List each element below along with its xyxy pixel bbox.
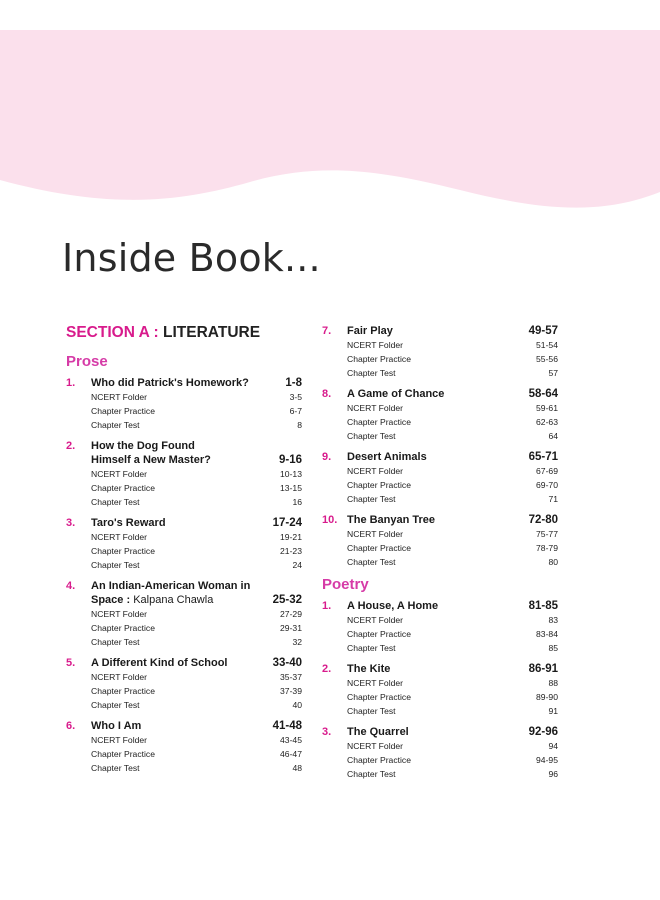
- chapter-title-row-2: [66, 453, 302, 467]
- sub-entry-label: NCERT Folder: [91, 392, 148, 402]
- chapter-title-row: [66, 516, 302, 530]
- chapter-title-row-2: [66, 593, 302, 607]
- sub-entry: [66, 698, 302, 712]
- sub-entry-label: Chapter Test: [347, 494, 396, 504]
- chapter-number-spacer: [66, 593, 91, 607]
- sub-entry-pages: 85: [548, 643, 558, 653]
- sub-entry-pages: 96: [548, 769, 558, 779]
- sub-entry-label: NCERT Folder: [91, 735, 148, 745]
- sub-entry: [66, 670, 302, 684]
- chapter-number: 6.: [66, 720, 76, 732]
- chapter-entry: [66, 376, 302, 432]
- sub-entry-label: Chapter Practice: [91, 749, 156, 759]
- chapter-entry: [322, 450, 558, 506]
- prose-chapter-list-continued: [322, 324, 558, 569]
- chapter-title: The Quarrel: [347, 726, 409, 738]
- sub-entry: [66, 495, 302, 509]
- sub-entry: [66, 635, 302, 649]
- sub-entry-label: Chapter Test: [347, 643, 396, 653]
- sub-entry: [322, 704, 558, 718]
- chapter-title: The Banyan Tree: [347, 514, 436, 526]
- chapter-number: 2.: [322, 663, 332, 675]
- sub-entry-pages: 6-7: [289, 406, 302, 416]
- chapter-title-continued: [91, 593, 273, 607]
- sub-entry-pages: 40: [292, 700, 302, 710]
- chapter-title-row: [66, 719, 302, 733]
- sub-entry: [66, 621, 302, 635]
- chapter-number: 9.: [322, 451, 332, 463]
- chapter-pages: 17-24: [272, 517, 302, 529]
- sub-entry: [66, 404, 302, 418]
- sub-entry-label: Chapter Test: [347, 431, 396, 441]
- chapter-number: 10.: [322, 514, 338, 526]
- sub-entry-pages: 83: [548, 615, 558, 625]
- sub-entry-pages: 83-84: [536, 629, 558, 639]
- sub-entry: [322, 366, 558, 380]
- sub-entry-label: Chapter Practice: [91, 483, 156, 493]
- sub-entry-label: Chapter Practice: [347, 543, 412, 553]
- sub-entry-pages: 37-39: [280, 686, 302, 696]
- chapter-title: How the Dog Found: [91, 440, 195, 452]
- sub-entry-label: Chapter Practice: [347, 629, 412, 639]
- sub-entry-pages: 24: [292, 560, 302, 570]
- toc-column-left: [66, 324, 302, 782]
- chapter-title-row: [66, 579, 302, 593]
- sub-entry-pages: 78-79: [536, 543, 558, 553]
- chapter-entry: [322, 387, 558, 443]
- sub-entry-label: NCERT Folder: [347, 741, 404, 751]
- sub-entry: [322, 739, 558, 753]
- chapter-title: Who I Am: [91, 720, 142, 732]
- chapter-title: An Indian-American Woman in: [91, 580, 251, 592]
- sub-entry-label: NCERT Folder: [347, 615, 404, 625]
- chapter-title: A House, A Home: [347, 600, 439, 612]
- sub-entry-pages: 48: [292, 763, 302, 773]
- chapter-title-row: [322, 513, 558, 527]
- chapter-title-row: [322, 387, 558, 401]
- chapter-pages: 1-8: [285, 377, 302, 389]
- sub-entry-label: Chapter Practice: [91, 406, 156, 416]
- sub-entry-label: Chapter Test: [347, 368, 396, 378]
- sub-entry-label: NCERT Folder: [91, 532, 148, 542]
- chapter-pages: 86-91: [528, 663, 558, 675]
- sub-entry-pages: 69-70: [536, 480, 558, 490]
- chapter-title: Fair Play: [347, 325, 393, 337]
- sub-entry-label: Chapter Practice: [91, 546, 156, 556]
- sub-entry: [66, 607, 302, 621]
- sub-entry-pages: 35-37: [280, 672, 302, 682]
- chapter-entry: [66, 656, 302, 712]
- sub-entry: [66, 481, 302, 495]
- poetry-heading: Poetry: [322, 576, 369, 593]
- sub-entry-pages: 94-95: [536, 755, 558, 765]
- sub-entry-pages: 80: [548, 557, 558, 567]
- sub-entry-pages: 10-13: [280, 469, 302, 479]
- sub-entry-pages: 13-15: [280, 483, 302, 493]
- chapter-title-row: [66, 656, 302, 670]
- sub-entry-label: Chapter Practice: [347, 354, 412, 364]
- chapter-number: 8.: [322, 388, 332, 400]
- sub-entry-label: Chapter Test: [91, 700, 140, 710]
- sub-entry: [322, 401, 558, 415]
- page-title: Inside Book...: [62, 236, 321, 280]
- sub-entry: [322, 767, 558, 781]
- chapter-title-row: [322, 725, 558, 739]
- sub-entry-pages: 62-63: [536, 417, 558, 427]
- chapter-entry: [322, 324, 558, 380]
- sub-entry-label: NCERT Folder: [91, 609, 148, 619]
- sub-entry: [322, 690, 558, 704]
- sub-entry-label: Chapter Practice: [91, 623, 156, 633]
- chapter-entry: [66, 579, 302, 649]
- sub-entry-label: Chapter Test: [91, 637, 140, 647]
- sub-entry: [66, 390, 302, 404]
- sub-entry-pages: 19-21: [280, 532, 302, 542]
- chapter-number: 1.: [66, 377, 76, 389]
- sub-entry-pages: 71: [548, 494, 558, 504]
- sub-entry: [322, 641, 558, 655]
- sub-entry-pages: 46-47: [280, 749, 302, 759]
- sub-entry-pages: 57: [548, 368, 558, 378]
- chapter-title: Taro's Reward: [91, 517, 166, 529]
- chapter-title-subject: Kalpana Chawla: [133, 594, 214, 606]
- sub-entry: [66, 544, 302, 558]
- sub-entry-pages: 21-23: [280, 546, 302, 556]
- section-prefix: SECTION A :: [66, 324, 159, 341]
- sub-entry-label: NCERT Folder: [347, 403, 404, 413]
- prose-heading: Prose: [66, 353, 108, 370]
- sub-entry-label: NCERT Folder: [91, 469, 148, 479]
- chapter-title: A Game of Chance: [347, 388, 445, 400]
- sub-entry-pages: 88: [548, 678, 558, 688]
- chapter-pages: 92-96: [528, 726, 558, 738]
- chapter-pages: 72-80: [528, 514, 558, 526]
- chapter-pages: 65-71: [528, 451, 558, 463]
- chapter-title-row: [66, 376, 302, 390]
- sub-entry-pages: 32: [292, 637, 302, 647]
- sub-entry-label: Chapter Practice: [91, 686, 156, 696]
- sub-entry-label: Chapter Test: [91, 497, 140, 507]
- sub-entry: [322, 555, 558, 569]
- sub-entry-pages: 64: [548, 431, 558, 441]
- chapter-pages: 33-40: [272, 657, 302, 669]
- chapter-entry: [66, 439, 302, 509]
- chapter-number-spacer: [66, 453, 91, 467]
- sub-entry: [322, 676, 558, 690]
- sub-entry-label: Chapter Test: [347, 769, 396, 779]
- sub-entry: [66, 733, 302, 747]
- poetry-chapter-list: [322, 599, 558, 781]
- chapter-number: 3.: [322, 726, 332, 738]
- chapter-entry: [322, 662, 558, 718]
- sub-entry-pages: 67-69: [536, 466, 558, 476]
- chapter-pages: 49-57: [528, 325, 558, 337]
- sub-entry-pages: 27-29: [280, 609, 302, 619]
- chapter-title: A Different Kind of School: [91, 657, 228, 669]
- sub-entry-label: NCERT Folder: [347, 466, 404, 476]
- sub-entry: [322, 627, 558, 641]
- sub-entry: [66, 747, 302, 761]
- sub-entry: [322, 464, 558, 478]
- chapter-title-row: [322, 599, 558, 613]
- sub-entry-pages: 89-90: [536, 692, 558, 702]
- chapter-number: 2.: [66, 440, 76, 452]
- sub-entry-label: NCERT Folder: [91, 672, 148, 682]
- chapter-title: Desert Animals: [347, 451, 427, 463]
- sub-entry: [66, 684, 302, 698]
- sub-entry-pages: 94: [548, 741, 558, 751]
- chapter-entry: [66, 516, 302, 572]
- sub-entry-pages: 51-54: [536, 340, 558, 350]
- chapter-number: 4.: [66, 580, 76, 592]
- sub-entry-label: Chapter Practice: [347, 692, 412, 702]
- sub-entry-pages: 43-45: [280, 735, 302, 745]
- sub-entry-label: Chapter Test: [91, 560, 140, 570]
- sub-entry: [66, 761, 302, 775]
- sub-entry-pages: 91: [548, 706, 558, 716]
- sub-entry-label: Chapter Test: [91, 763, 140, 773]
- chapter-number: 7.: [322, 325, 332, 337]
- section-name: LITERATURE: [163, 324, 261, 341]
- sub-entry-label: Chapter Test: [347, 706, 396, 716]
- chapter-pages: 58-64: [528, 388, 558, 400]
- sub-entry: [66, 530, 302, 544]
- chapter-title-row: [322, 450, 558, 464]
- sub-entry-label: NCERT Folder: [347, 678, 404, 688]
- chapter-title-line2: Himself a New Master?: [91, 454, 211, 466]
- chapter-entry: [322, 513, 558, 569]
- chapter-title-continued: [91, 453, 279, 467]
- sub-entry: [322, 338, 558, 352]
- chapter-pages: 81-85: [528, 600, 558, 612]
- chapter-title-row: [322, 662, 558, 676]
- chapter-pages: 25-32: [272, 594, 302, 606]
- sub-entry-label: Chapter Practice: [347, 755, 412, 765]
- section-heading: [66, 324, 302, 344]
- sub-entry: [66, 558, 302, 572]
- sub-entry: [322, 541, 558, 555]
- toc-column-right: [322, 324, 558, 788]
- chapter-pages: 9-16: [278, 454, 302, 466]
- sub-entry: [322, 753, 558, 767]
- sub-entry-label: Chapter Practice: [347, 417, 412, 427]
- chapter-title-row: [322, 324, 558, 338]
- chapter-pages: 41-48: [272, 720, 302, 732]
- pink-wave-banner: [0, 30, 660, 220]
- sub-entry-label: Chapter Practice: [347, 480, 412, 490]
- sub-entry-label: NCERT Folder: [347, 529, 404, 539]
- sub-entry-pages: 3-5: [289, 392, 302, 402]
- chapter-entry: [66, 719, 302, 775]
- sub-entry: [322, 415, 558, 429]
- chapter-number: 1.: [322, 600, 332, 612]
- chapter-title-row: [66, 439, 302, 453]
- chapter-number: 3.: [66, 517, 76, 529]
- sub-entry-pages: 75-77: [536, 529, 558, 539]
- sub-entry-pages: 8: [297, 420, 302, 430]
- chapter-entry: [322, 599, 558, 655]
- chapter-title-line2: Space :: [91, 594, 131, 606]
- sub-entry: [322, 478, 558, 492]
- sub-entry: [322, 492, 558, 506]
- sub-entry: [66, 418, 302, 432]
- sub-entry-label: NCERT Folder: [347, 340, 404, 350]
- sub-entry: [322, 613, 558, 627]
- sub-entry-label: Chapter Test: [91, 420, 140, 430]
- chapter-number: 5.: [66, 657, 76, 669]
- sub-entry-pages: 55-56: [536, 354, 558, 364]
- sub-entry-pages: 59-61: [536, 403, 558, 413]
- sub-entry: [322, 352, 558, 366]
- chapter-title: Who did Patrick's Homework?: [91, 377, 249, 389]
- sub-entry: [322, 429, 558, 443]
- sub-entry-label: Chapter Test: [347, 557, 396, 567]
- sub-entry-pages: 16: [292, 497, 302, 507]
- sub-entry-pages: 29-31: [280, 623, 302, 633]
- sub-entry: [322, 527, 558, 541]
- chapter-entry: [322, 725, 558, 781]
- sub-entry: [66, 467, 302, 481]
- top-margin: [0, 0, 660, 30]
- prose-chapter-list: [66, 376, 302, 775]
- chapter-title: The Kite: [347, 663, 391, 675]
